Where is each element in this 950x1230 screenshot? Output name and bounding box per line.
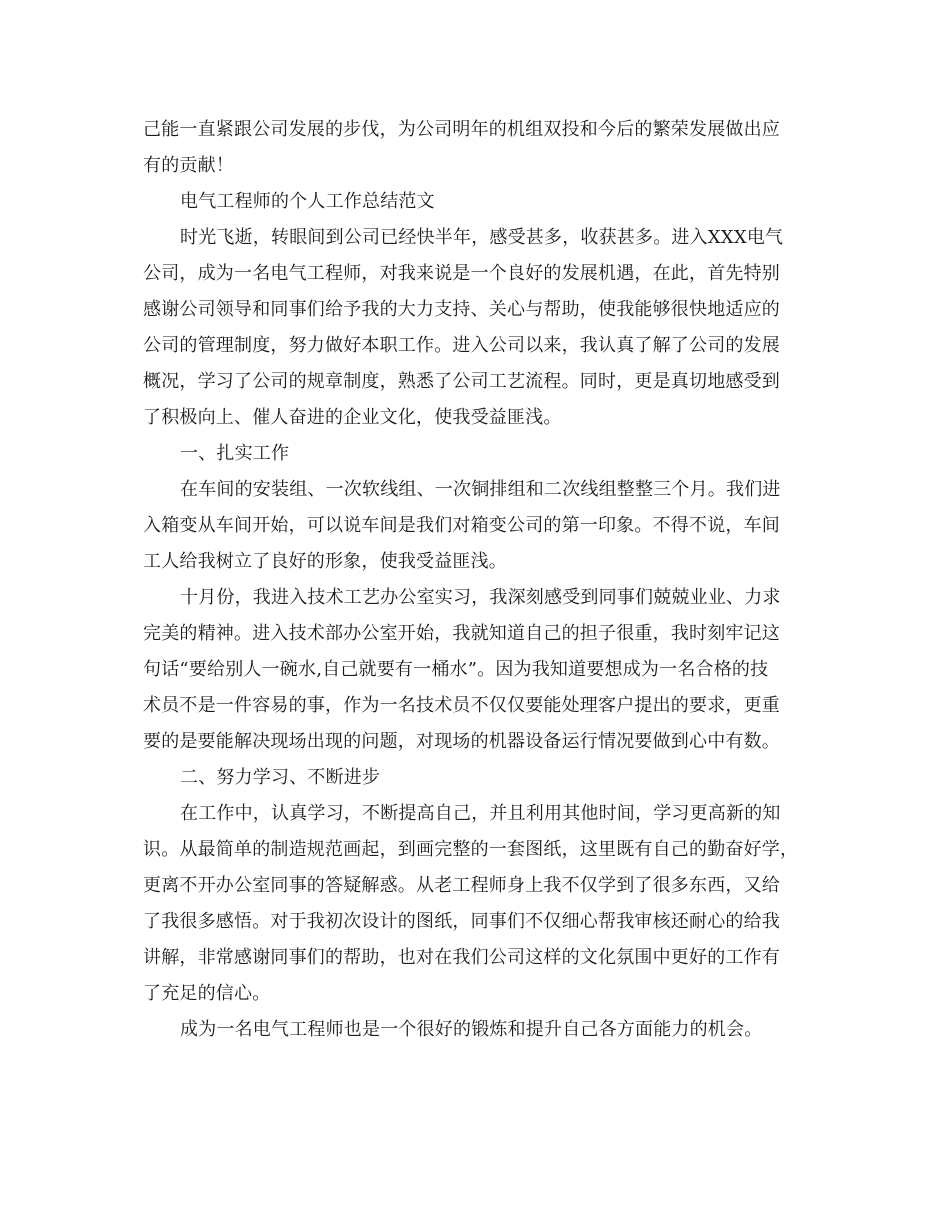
- text-line: 句话“要给别人一碗水,自己就要有一桶水”。因为我知道要想成为一名合格的技: [143, 659, 769, 680]
- text-line: 公司，成为一名电气工程师，对我来说是一个良好的发展机遇，在此，首先特别: [143, 263, 780, 284]
- text-line: 入箱变从车间开始，可以说车间是我们对箱变公司的第一印象。不得不说，车间: [143, 515, 780, 536]
- text-line: 有的贡献！: [143, 155, 234, 176]
- paragraph-start-line: 一、扎实工作: [180, 443, 290, 464]
- text-line: 术员不是一件容易的事，作为一名技术员不仅仅要能处理客户提出的要求，更重: [143, 695, 780, 716]
- text-line: 概况，学习了公司的规章制度，熟悉了公司工艺流程。同时，更是真切地感受到: [143, 371, 780, 392]
- text-line: 识。从最简单的制造规范画起，到画完整的一套图纸，这里既有自己的勤奋好学，: [143, 839, 799, 860]
- text-line: 要的是要能解决现场出现的问题，对现场的机器设备运行情况要做到心中有数。: [143, 731, 780, 752]
- paragraph-start-line: 在车间的安装组、一次软线组、一次铜排组和二次线组整整三个月。我们进: [180, 479, 781, 500]
- text-line: 了积极向上、催人奋进的企业文化，使我受益匪浅。: [143, 407, 562, 428]
- paragraph-start-line: 二、努力学习、不断进步: [180, 767, 381, 788]
- document-body: [143, 112, 807, 1048]
- text-line: 感谢公司领导和同事们给予我的大力支持、关心与帮助，使我能够很快地适应的: [143, 299, 780, 320]
- paragraph-start-line: 成为一名电气工程师也是一个很好的锻炼和提升自己各方面能力的机会。: [180, 1019, 763, 1040]
- paragraph-start-line: 十月份，我进入技术工艺办公室实习，我深刻感受到同事们兢兢业业、力求: [180, 587, 781, 608]
- text-line: 完美的精神。进入技术部办公室开始，我就知道自己的担子很重，我时刻牢记这: [143, 623, 780, 644]
- text-line: 了我很多感悟。对于我初次设计的图纸，同事们不仅细心帮我审核还耐心的给我: [143, 911, 780, 932]
- text-line: 己能一直紧跟公司发展的步伐，为公司明年的机组双投和今后的繁荣发展做出应: [143, 119, 780, 140]
- text-line: 工人给我树立了良好的形象，使我受益匪浅。: [143, 551, 507, 572]
- text-line: 更离不开办公室同事的答疑解惑。从老工程师身上我不仅学到了很多东西，又给: [143, 875, 780, 896]
- paragraph-start-line: 电气工程师的个人工作总结范文: [180, 191, 435, 212]
- text-line: 讲解，非常感谢同事们的帮助，也对在我们公司这样的文化氛围中更好的工作有: [143, 947, 780, 968]
- text-line: 了充足的信心。: [143, 983, 271, 1004]
- paragraph-start-line: 在工作中，认真学习，不断提高自己，并且利用其他时间，学习更高新的知: [180, 803, 781, 824]
- paragraph-start-line: 时光飞逝，转眼间到公司已经快半年，感受甚多，收获甚多。进入XXX电气: [180, 227, 784, 248]
- text-line: 公司的管理制度，努力做好本职工作。进入公司以来，我认真了解了公司的发展: [143, 335, 780, 356]
